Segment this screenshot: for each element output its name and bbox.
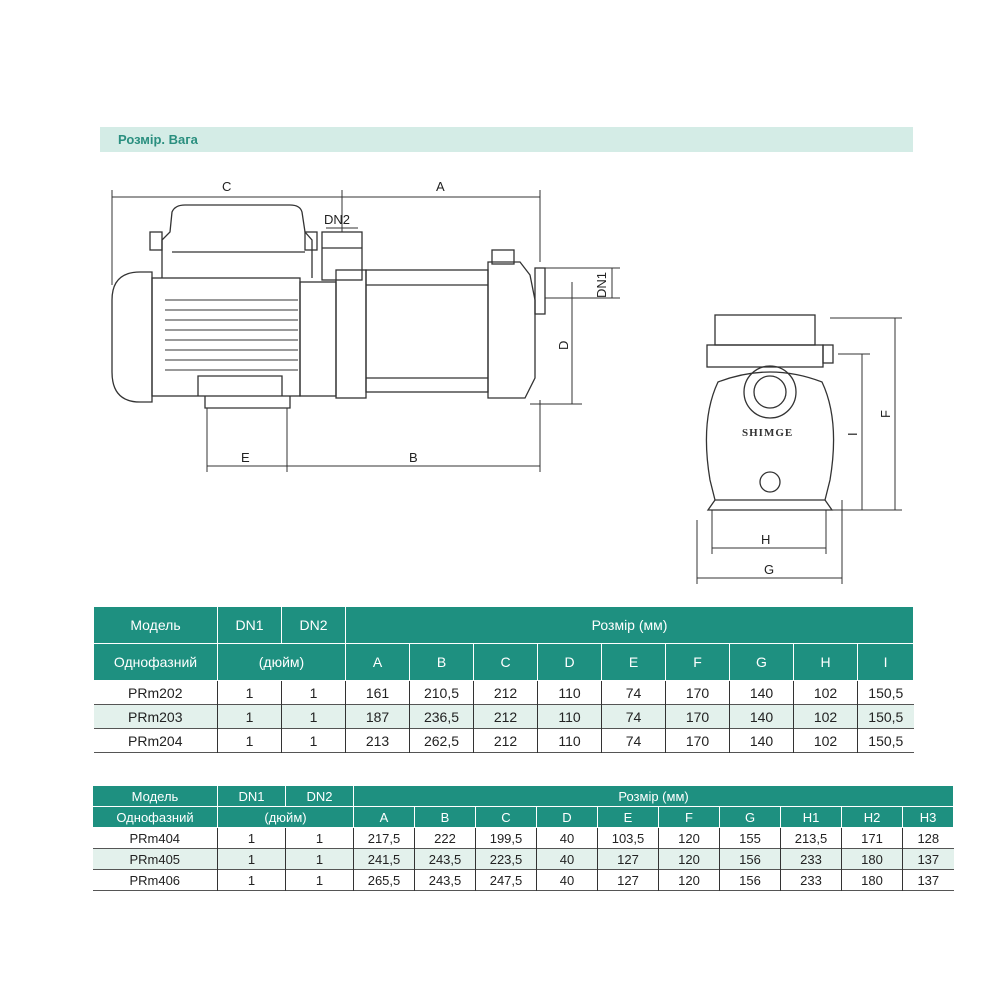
value-cell: 170 (666, 729, 730, 753)
value-cell: 1 (286, 828, 354, 849)
value-cell: 187 (346, 705, 410, 729)
value-cell: 1 (282, 705, 346, 729)
terminal-box (162, 205, 312, 278)
value-cell: 40 (537, 870, 598, 891)
value-cell: 110 (538, 729, 602, 753)
value-cell: 1 (286, 870, 354, 891)
table-row (93, 849, 954, 870)
value-cell: 137 (903, 870, 954, 891)
value-cell: 150,5 (858, 729, 914, 753)
value-cell: 1 (218, 828, 286, 849)
value-cell: 140 (730, 729, 794, 753)
value-cell: 74 (602, 729, 666, 753)
value-cell: 137 (903, 849, 954, 870)
t1-header-model: Модель (94, 607, 218, 644)
value-cell: 110 (538, 705, 602, 729)
dim-label-c: C (222, 179, 232, 194)
t1-col: A (346, 644, 410, 681)
dim-label-dn2: DN2 (324, 212, 351, 227)
value-cell: 265,5 (354, 870, 415, 891)
t1-header-size: Розмір (мм) (346, 607, 914, 644)
value-cell: 74 (602, 681, 666, 705)
dim-label-i: I (845, 432, 860, 436)
t1-col: C (474, 644, 538, 681)
model-cell: PRm204 (128, 732, 183, 749)
t1-col: E (602, 644, 666, 681)
dimensions-table-1 (93, 606, 914, 753)
value-cell: 110 (538, 681, 602, 705)
value-cell: 140 (730, 705, 794, 729)
value-cell: 243,5 (415, 870, 476, 891)
t1-col: H (794, 644, 858, 681)
t1-col: F (666, 644, 730, 681)
t1-body (94, 681, 914, 753)
value-cell: 40 (537, 828, 598, 849)
value-cell: 1 (286, 849, 354, 870)
value-cell: 212 (474, 729, 538, 753)
dim-label-h: H (761, 532, 771, 547)
value-cell: 180 (842, 870, 903, 891)
t2-col: G (720, 807, 781, 828)
dim-label-dn1: DN1 (594, 271, 609, 298)
dimension-lines-front (697, 318, 902, 584)
value-cell: 1 (218, 681, 282, 705)
t2-header-size: Розмір (мм) (354, 786, 954, 807)
value-cell: 156 (720, 870, 781, 891)
front-terminal-box (715, 315, 815, 345)
brand-logo-text: SHIMGE (742, 427, 794, 439)
value-cell: 140 (730, 681, 794, 705)
t2-col: A (354, 807, 415, 828)
value-cell: 161 (346, 681, 410, 705)
value-cell: 210,5 (410, 681, 474, 705)
value-cell: 241,5 (354, 849, 415, 870)
t2-col: C (476, 807, 537, 828)
t2-body (93, 828, 954, 891)
value-cell: 247,5 (476, 870, 537, 891)
value-cell: 128 (903, 828, 954, 849)
value-cell: 170 (666, 705, 730, 729)
t1-header-inch: (дюйм) (218, 644, 346, 681)
outlet-dn2 (322, 232, 362, 280)
value-cell: 213,5 (781, 828, 842, 849)
motor-foot (198, 376, 290, 408)
value-cell: 150,5 (858, 681, 914, 705)
dim-label-e: E (241, 450, 250, 465)
value-cell: 1 (218, 870, 286, 891)
t1-header-dn1: DN1 (218, 607, 282, 644)
value-cell: 1 (218, 705, 282, 729)
t2-col: B (415, 807, 476, 828)
value-cell: 223,5 (476, 849, 537, 870)
value-cell: 74 (602, 705, 666, 729)
value-cell: 233 (781, 849, 842, 870)
value-cell: 103,5 (598, 828, 659, 849)
motor-body (152, 278, 300, 396)
value-cell: 1 (218, 729, 282, 753)
t2-col: H2 (842, 807, 903, 828)
t1-col: D (538, 644, 602, 681)
table-row (94, 729, 914, 753)
value-cell: 262,5 (410, 729, 474, 753)
value-cell: 1 (282, 729, 346, 753)
value-cell: 127 (598, 849, 659, 870)
pump-body (336, 270, 366, 398)
value-cell: 222 (415, 828, 476, 849)
pump-end-cover (488, 262, 535, 398)
value-cell: 102 (794, 705, 858, 729)
t2-col: E (598, 807, 659, 828)
t2-header-inch: (дюйм) (218, 807, 354, 828)
t1-header-dn2: DN2 (282, 607, 346, 644)
dim-label-d: D (556, 340, 571, 350)
t2-col: D (537, 807, 598, 828)
table-row (93, 870, 954, 891)
value-cell: 156 (720, 849, 781, 870)
value-cell: 243,5 (415, 849, 476, 870)
dim-label-b: B (409, 450, 418, 465)
value-cell: 212 (474, 705, 538, 729)
t1-header-phase: Однофазний (94, 644, 218, 681)
dim-label-a: A (436, 179, 445, 194)
section-title: Розмір. Вага (118, 132, 198, 147)
model-cell: PRm404 (129, 830, 181, 846)
value-cell: 120 (659, 828, 720, 849)
t2-header-phase: Однофазний (93, 807, 218, 828)
value-cell: 213 (346, 729, 410, 753)
value-cell: 233 (781, 870, 842, 891)
table-row (94, 705, 914, 729)
t2-header-dn1: DN1 (218, 786, 286, 807)
pump-stages (366, 270, 488, 392)
value-cell: 1 (282, 681, 346, 705)
t2-header-dn2: DN2 (286, 786, 354, 807)
model-cell: PRm406 (129, 872, 181, 888)
model-cell: PRm203 (94, 705, 218, 729)
front-outlet-ring (744, 366, 796, 418)
value-cell: 102 (794, 681, 858, 705)
value-cell: 150,5 (858, 705, 914, 729)
value-cell: 180 (842, 849, 903, 870)
motor-fan-cover (112, 272, 152, 402)
table-row (94, 681, 914, 705)
value-cell: 120 (659, 870, 720, 891)
value-cell: 171 (842, 828, 903, 849)
value-cell: 1 (218, 849, 286, 870)
dimensions-table-2 (92, 785, 954, 891)
t1-col: G (730, 644, 794, 681)
t2-col: H3 (903, 807, 954, 828)
value-cell: 127 (598, 870, 659, 891)
value-cell: 217,5 (354, 828, 415, 849)
dim-label-f: F (878, 410, 893, 418)
value-cell: 199,5 (476, 828, 537, 849)
value-cell: 170 (666, 681, 730, 705)
value-cell: 120 (659, 849, 720, 870)
dim-label-g: G (764, 562, 775, 577)
inlet-dn1 (535, 268, 545, 314)
value-cell: 155 (720, 828, 781, 849)
value-cell: 212 (474, 681, 538, 705)
table-row (93, 828, 954, 849)
value-cell: 40 (537, 849, 598, 870)
value-cell: 102 (794, 729, 858, 753)
t1-col: I (858, 644, 914, 681)
t2-header-model: Модель (93, 786, 218, 807)
model-cell: PRm405 (93, 849, 218, 870)
motor-fins (165, 300, 298, 370)
value-cell: 236,5 (410, 705, 474, 729)
t2-col: F (659, 807, 720, 828)
t2-col: H1 (781, 807, 842, 828)
model-cell: PRm202 (128, 684, 183, 701)
t1-col: B (410, 644, 474, 681)
